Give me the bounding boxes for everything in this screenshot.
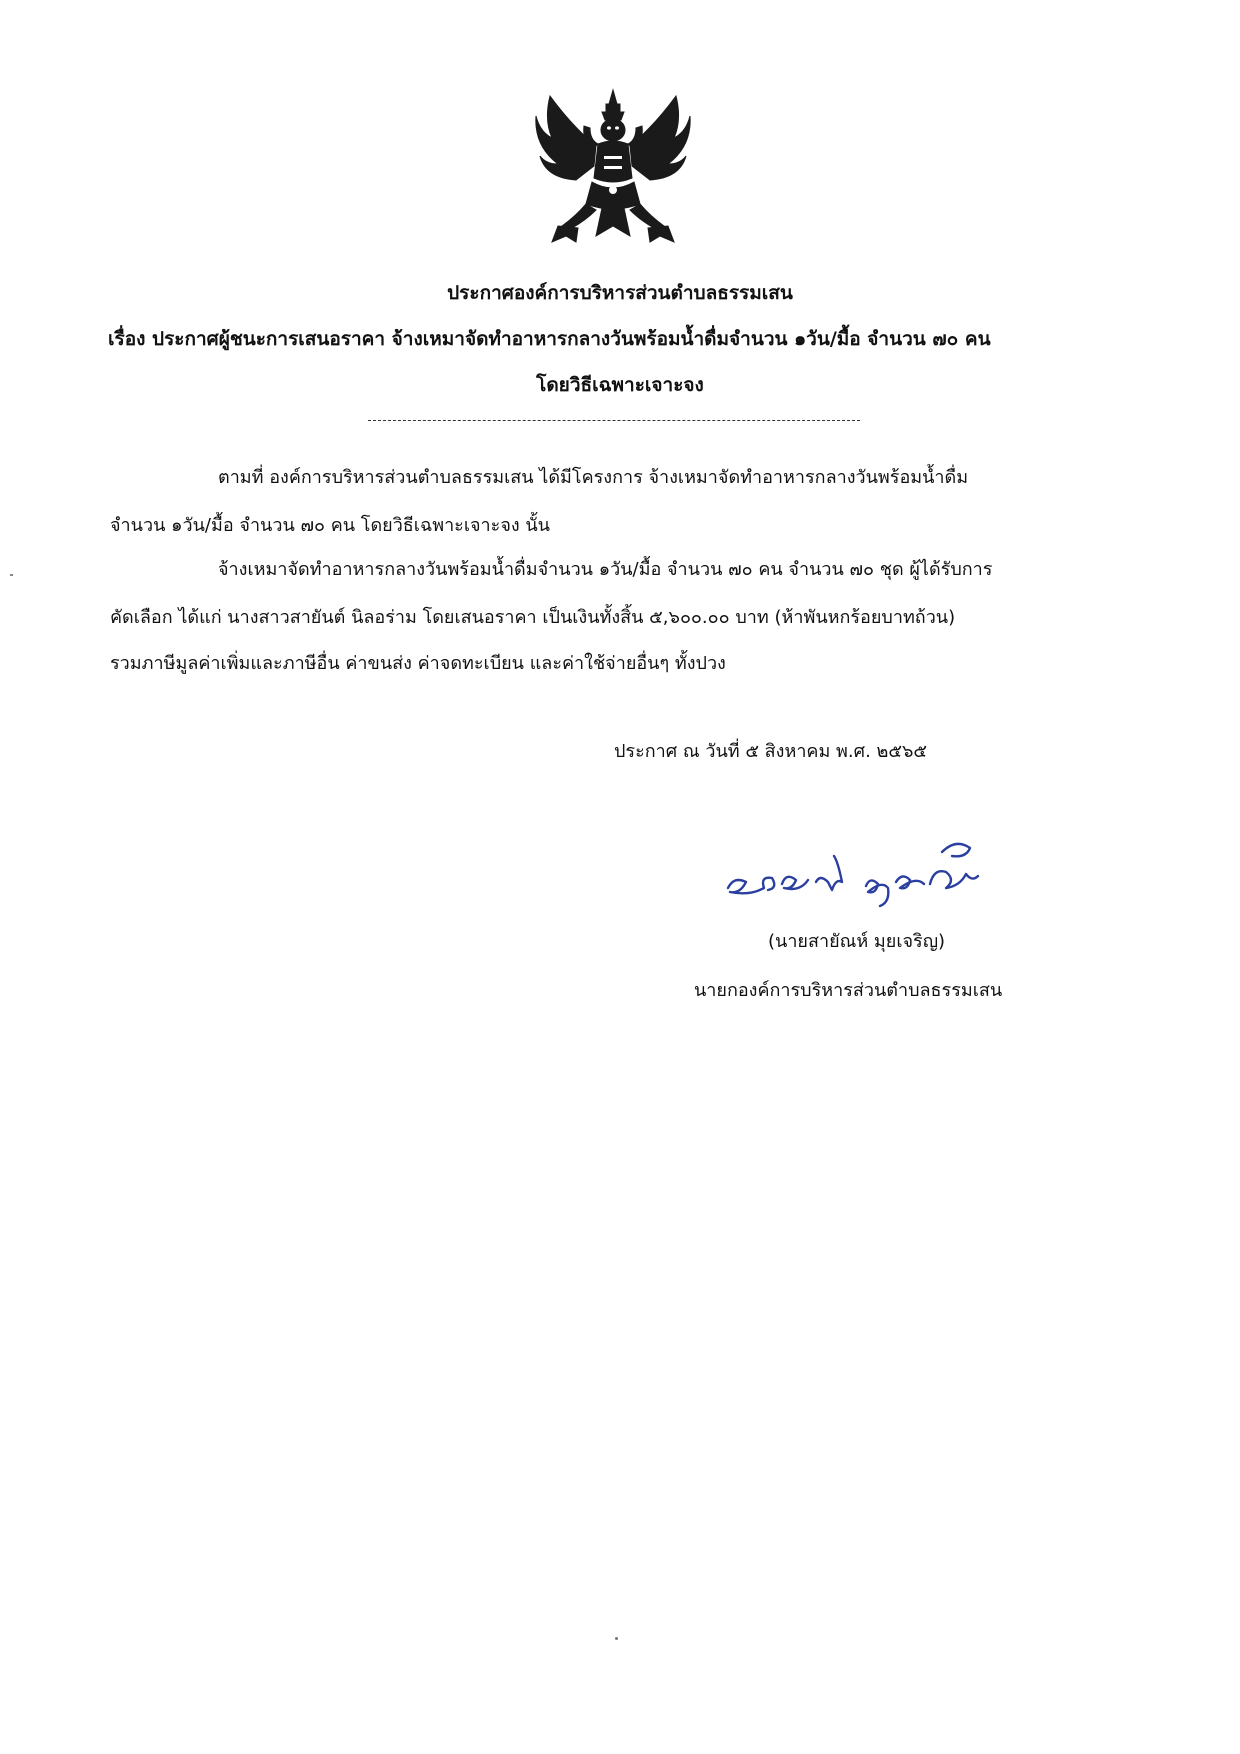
- document-subject: เรื่อง ประกาศผู้ชนะการเสนอราคา จ้างเหมาจัดทำอาหารกลางวันพร้อมน้ำดื่มจำนวน ๑วัน/มื้อ จำนวน ๗๐ คน: [108, 328, 991, 350]
- paragraph-2-line-2: คัดเลือก ได้แก่ นางสาวสายันต์ นิลอร่าม โดยเสนอราคา เป็นเงินทั้งสิ้น ๕,๖๐๐.๐๐ บาท (ห้าพันหกร้อยบาทถ้วน): [110, 607, 956, 628]
- scan-speck: [615, 1637, 618, 1640]
- signer-name: (นายสายัณห์ มุยเจริญ): [768, 931, 946, 952]
- scan-speck: [10, 574, 13, 576]
- header-divider: [368, 420, 860, 421]
- handwritten-signature: [720, 832, 990, 910]
- garuda-emblem-icon: [532, 86, 694, 246]
- signer-title: นายกองค์การบริหารส่วนตำบลธรรมเสน: [694, 980, 1003, 1001]
- paragraph-1-line-2: จำนวน ๑วัน/มื้อ จำนวน ๗๐ คน โดยวิธีเฉพาะเจาะจง นั้น: [110, 515, 550, 536]
- paragraph-2-line-1: จ้างเหมาจัดทำอาหารกลางวันพร้อมน้ำดื่มจำนวน ๑วัน/มื้อ จำนวน ๗๐ คน จำนวน ๗๐ ชุด ผู้ได้รับการ: [218, 559, 993, 580]
- procurement-method: โดยวิธีเฉพาะเจาะจง: [536, 374, 704, 396]
- document-title: ประกาศองค์การบริหารส่วนตำบลธรรมเสน: [447, 282, 793, 304]
- announcement-date: ประกาศ ณ วันที่ ๕ สิงหาคม พ.ศ. ๒๕๖๕: [614, 741, 928, 762]
- paragraph-2-line-3: รวมภาษีมูลค่าเพิ่มและภาษีอื่น ค่าขนส่ง ค่าจดทะเบียน และค่าใช้จ่ายอื่นๆ ทั้งปวง: [110, 653, 726, 674]
- paragraph-1-line-1: ตามที่ องค์การบริหารส่วนตำบลธรรมเสน ได้มีโครงการ จ้างเหมาจัดทำอาหารกลางวันพร้อมน้ำดื่ม: [218, 467, 969, 488]
